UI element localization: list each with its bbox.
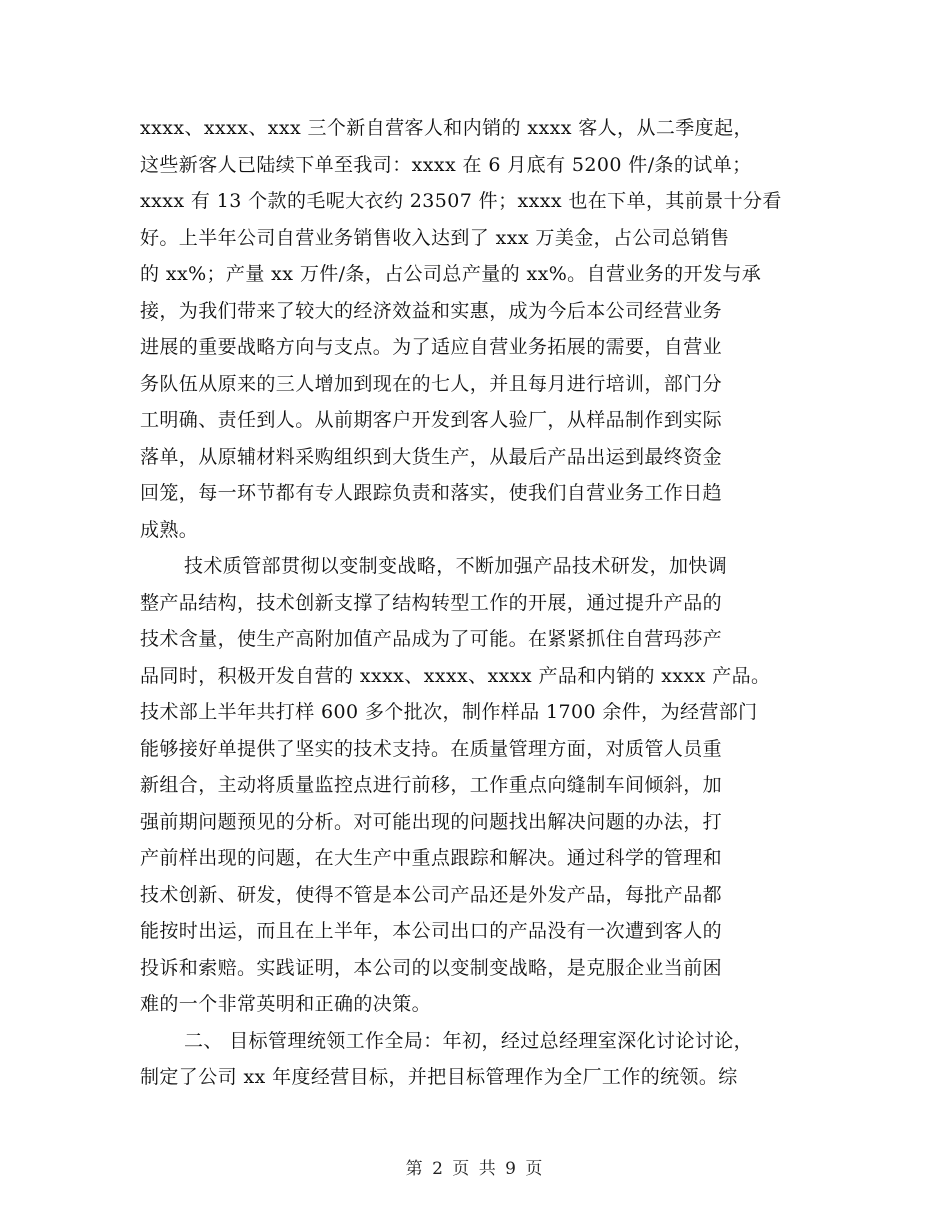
- text-line: 能按时出运，而且在上半年，本公司出口的产品没有一次遭到客人的: [140, 920, 723, 942]
- page-number-footer: 第 2 页 共 9 页: [405, 1159, 545, 1179]
- text-line: 品同时，积极开发自营的 xxxx、xxxx、xxxx 产品和内销的 xxxx 产品。: [140, 664, 771, 687]
- text-line: xxxx、xxxx、xxx 三个新自营客人和内销的 xxxx 客人，从二季度起，: [140, 117, 753, 139]
- text-line: 这些新客人已陆续下单至我司：xxxx 在 6 月底有 5200 件/条的试单；: [140, 153, 752, 176]
- text-line: 难的一个非常英明和正确的决策。: [140, 993, 432, 1015]
- text-line: 二、 目标管理统领工作全局：年初，经过总经理室深化讨论讨论，: [184, 1029, 754, 1052]
- text-line: 好。上半年公司自营业务销售收入达到了 xxx 万美金，占公司总销售: [140, 226, 730, 249]
- text-line: 投诉和索赔。实践证明，本公司的以变制变战略，是克服企业当前困: [140, 956, 723, 979]
- text-line: 整产品结构，技术创新支撑了结构转型工作的开展，通过提升产品的: [140, 591, 723, 614]
- text-line: 强前期问题预见的分析。对可能出现的问题找出解决问题的办法，打: [140, 810, 723, 833]
- text-line: 制定了公司 xx 年度经营目标，并把目标管理作为全厂工作的统领。综: [140, 1066, 738, 1088]
- document-body: [140, 110, 840, 1096]
- text-line: 技术创新、研发，使得不管是本公司产品还是外发产品，每批产品都: [140, 883, 723, 906]
- text-line: 进展的重要战略方向与支点。为了适应自营业务拓展的需要，自营业: [140, 336, 723, 358]
- text-line: 能够接好单提供了坚实的技术支持。在质量管理方面，对质管人员重: [140, 737, 723, 760]
- text-line: 落单，从原辅材料采购组织到大货生产，从最后产品出运到最终资金: [140, 445, 723, 468]
- text-line: 技术含量，使生产高附加值产品成为了可能。在紧紧抓住自营玛莎产: [140, 628, 723, 650]
- text-line: 回笼，每一环节都有专人跟踪负责和落实，使我们自营业务工作日趋: [140, 482, 723, 504]
- text-line: 产前样出现的问题，在大生产中重点跟踪和解决。通过科学的管理和: [140, 847, 723, 869]
- text-line: 务队伍从原来的三人增加到现在的七人，并且每月进行培训，部门分: [140, 372, 723, 395]
- text-line: 的 xx%；产量 xx 万件/条，占公司总产量的 xx%。自营业务的开发与承: [140, 263, 762, 285]
- text-line: 成熟。: [140, 518, 199, 541]
- text-line: xxxx 有 13 个款的毛呢大衣约 23507 件；xxxx 也在下单，其前景十分看: [140, 190, 782, 212]
- text-line: 接，为我们带来了较大的经济效益和实惠，成为今后本公司经营业务: [140, 299, 723, 322]
- text-line: 技术质管部贯彻以变制变战略，不断加强产品技术研发，加快调: [184, 555, 728, 577]
- text-line: 技术部上半年共打样 600 多个批次，制作样品 1700 余件，为经营部门: [140, 701, 758, 723]
- text-line: 新组合，主动将质量监控点进行前移，工作重点向缝制车间倾斜，加: [140, 774, 723, 796]
- text-line: 工明确、责任到人。从前期客户开发到客人验厂，从样品制作到实际: [140, 409, 723, 431]
